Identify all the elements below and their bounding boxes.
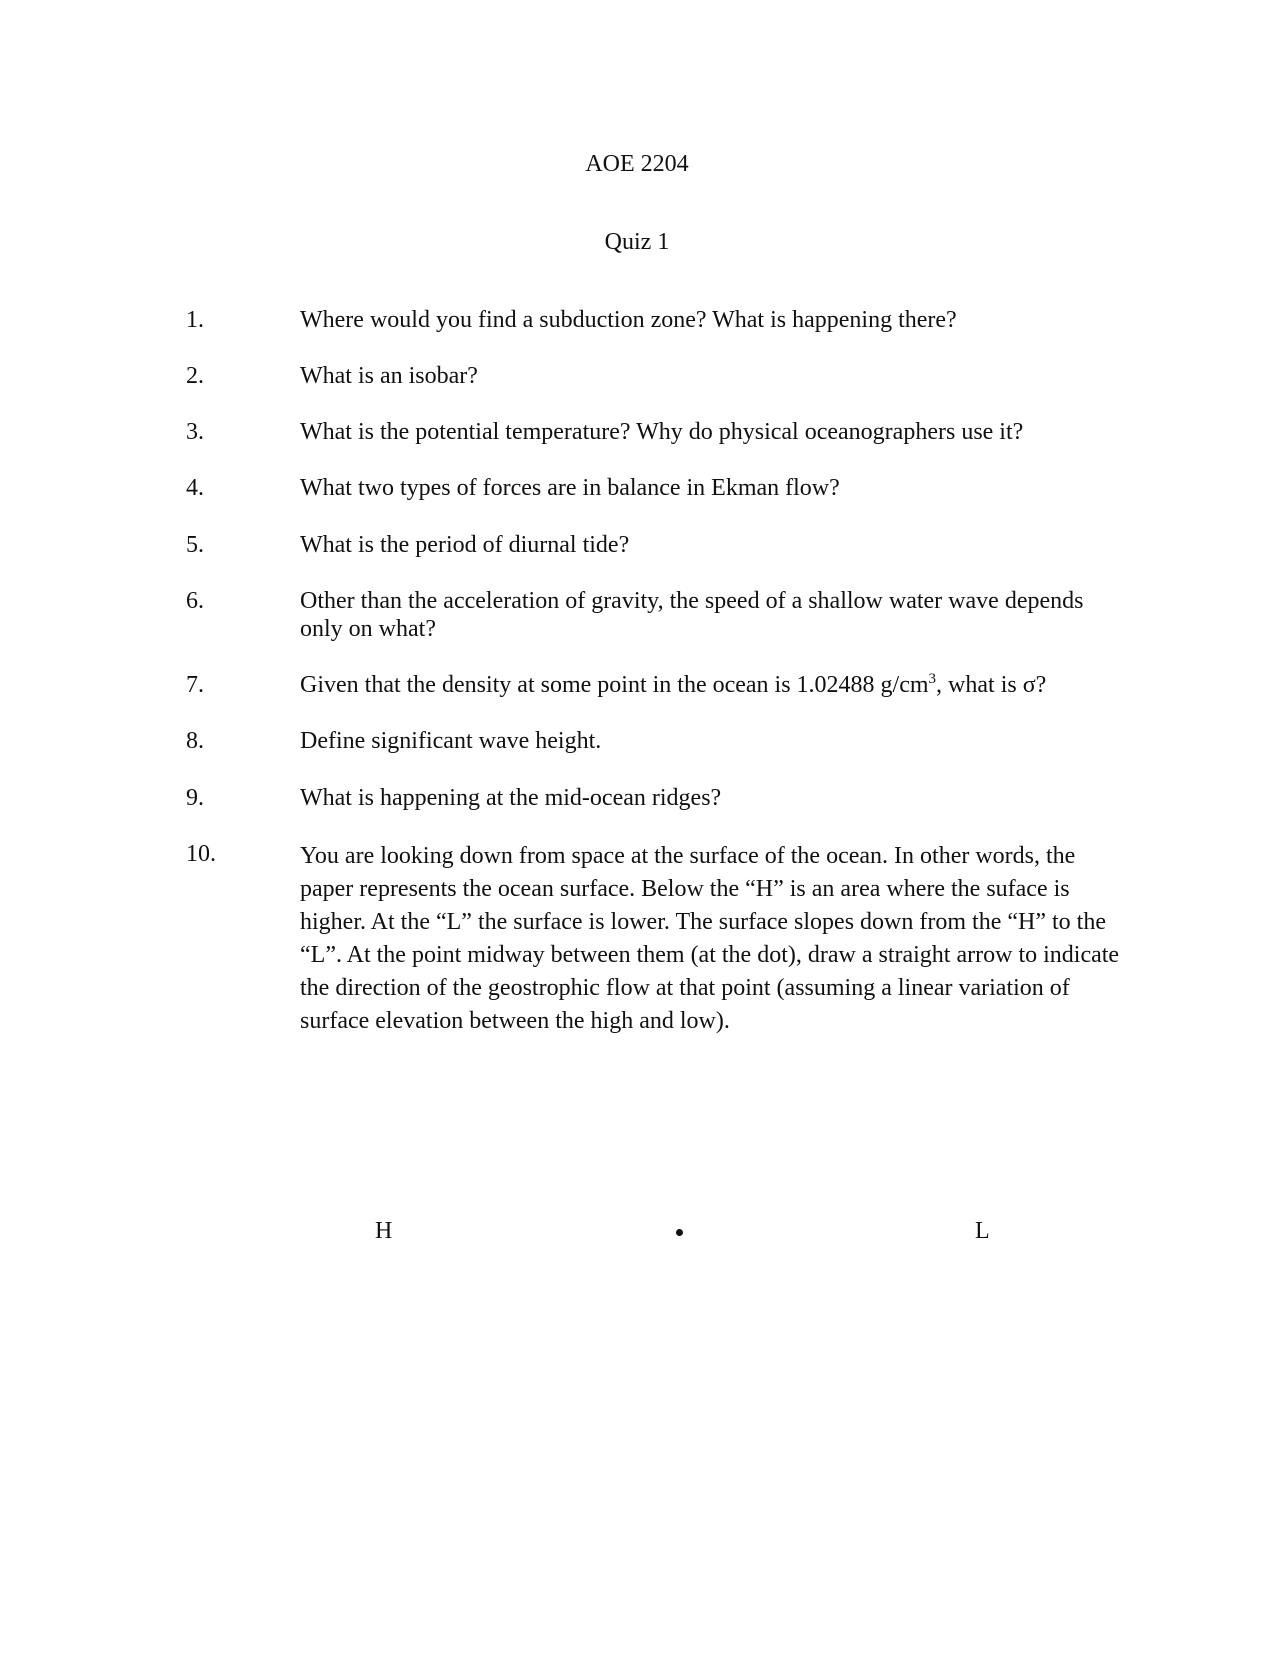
low-pressure-label: L	[975, 1218, 990, 1244]
question-number: 6.	[186, 588, 204, 614]
high-pressure-label: H	[375, 1218, 393, 1244]
question-text: What is an isobar?	[300, 363, 478, 389]
question-text: What is the potential temperature? Why do physical oceanographers use it?	[300, 419, 1024, 445]
question-number: 2.	[186, 363, 204, 389]
question-number: 10.	[186, 841, 216, 867]
question-number: 5.	[186, 532, 204, 558]
course-title: AOE 2204	[585, 151, 689, 177]
question-number: 7.	[186, 672, 204, 698]
question-text-main: Given that the density at some point in the ocean is 1.02488 g/cm	[300, 672, 929, 698]
superscript-exponent: 3	[928, 671, 937, 687]
question-number: 9.	[186, 785, 204, 811]
question-number: 4.	[186, 475, 204, 501]
question-text-tail: , what is σ?	[936, 672, 1047, 698]
question-text: What is the period of diurnal tide?	[300, 532, 630, 558]
question-text: What is happening at the mid-ocean ridges?	[300, 785, 722, 811]
question-number: 1.	[186, 307, 204, 333]
midpoint-dot	[676, 1229, 683, 1236]
quiz-title: Quiz 1	[604, 229, 670, 255]
question-number: 3.	[186, 419, 204, 445]
question-text: What two types of forces are in balance in Ekman flow?	[300, 475, 840, 501]
question-text	[300, 671, 1126, 699]
question-text: You are looking down from space at the surface of the ocean. In other words, the paper represents the ocean surface. Below the “H” is an area where the suface is higher. At the “L” the surface is lower. The surface slopes down from the “H” to the “L”. At the point midway between them (at the dot), draw a straight arrow to indicate the direction of the geostrophic flow at that point (assuming a linear variation of surface elevation between the high and low).	[300, 843, 1120, 1034]
question-text: Define significant wave height.	[300, 728, 602, 754]
question-text: Where would you find a subduction zone? What is happening there?	[300, 307, 957, 333]
question-number: 8.	[186, 728, 204, 754]
question-text: Other than the acceleration of gravity, the speed of a shallow water wave depends only on what?	[300, 588, 1084, 642]
